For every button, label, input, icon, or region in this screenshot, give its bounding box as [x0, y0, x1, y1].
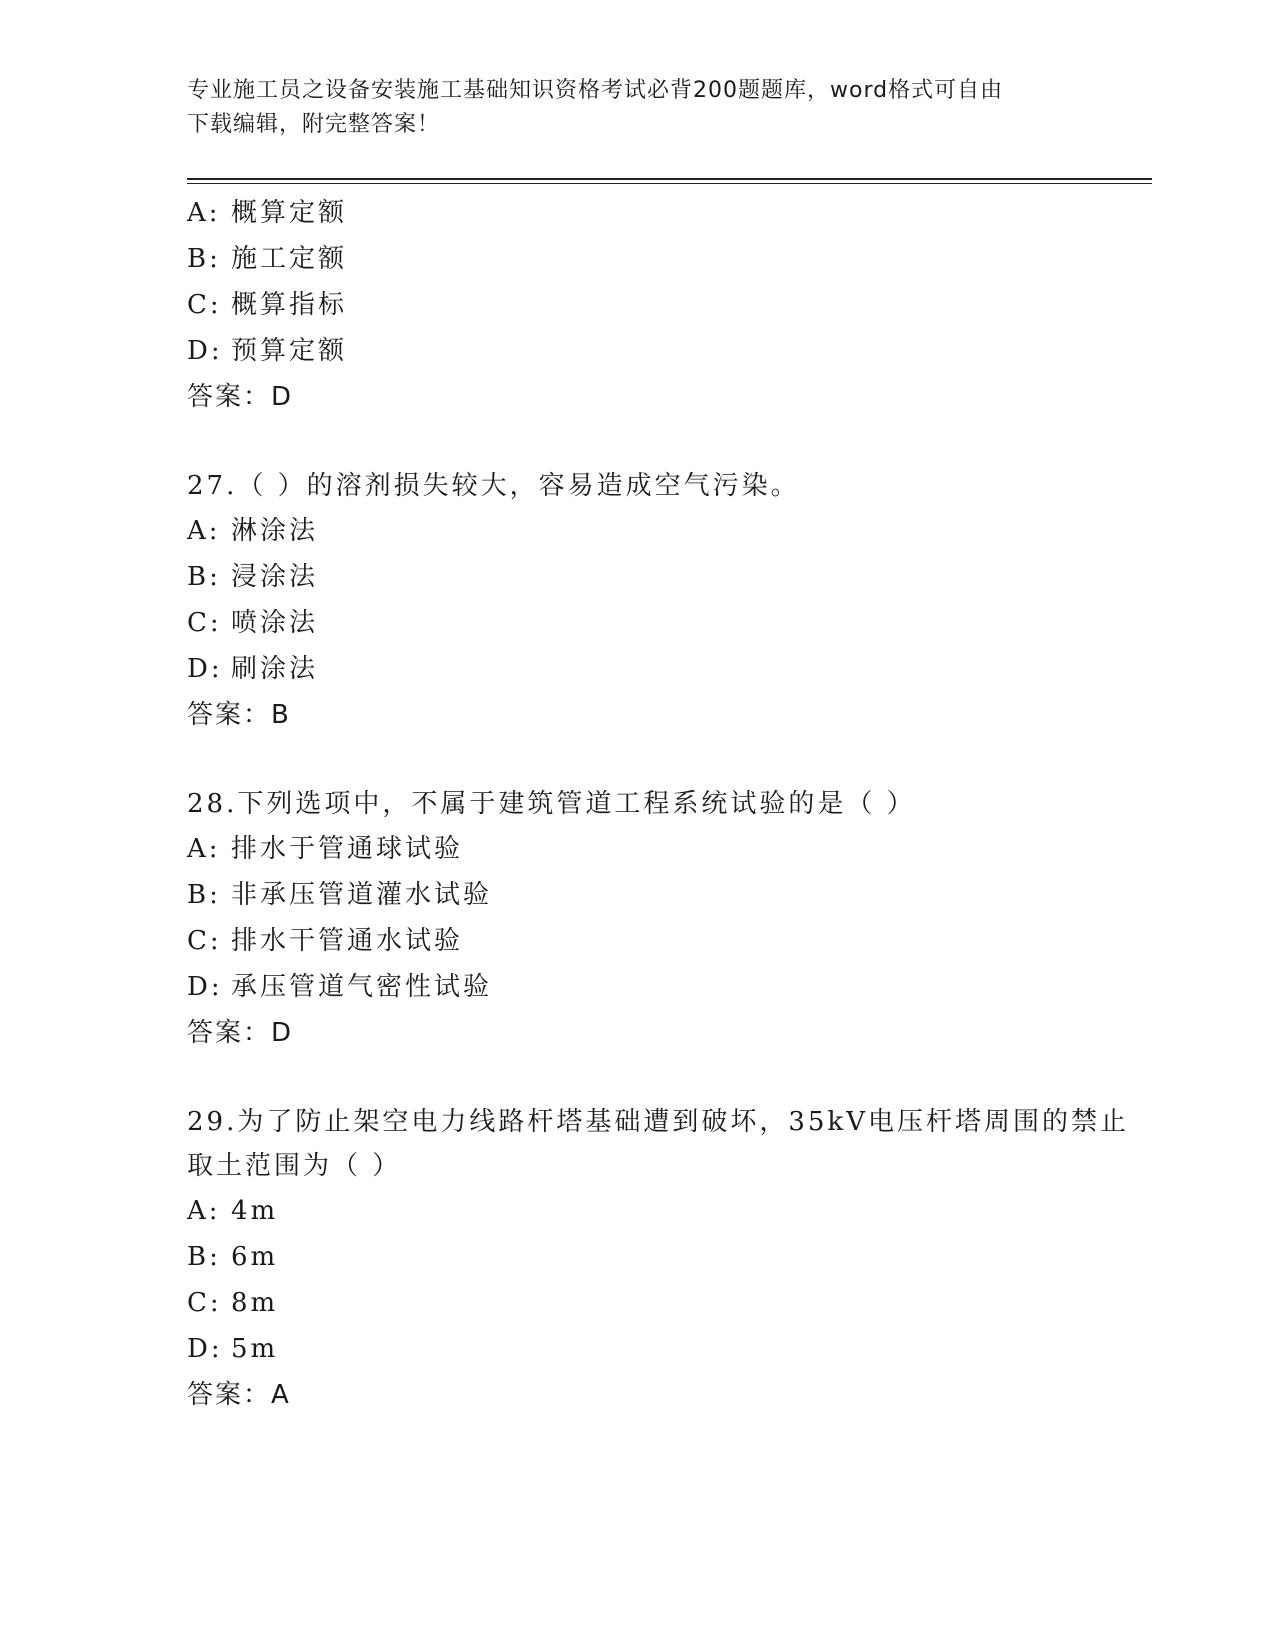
option-b	[187, 554, 1152, 600]
option-text: 浸涂法	[231, 562, 319, 592]
option-letter: C:	[187, 926, 222, 956]
option-text: 4m	[231, 1196, 279, 1226]
option-text: 施工定额	[231, 244, 348, 274]
option-text: 8m	[231, 1288, 279, 1318]
option-d	[187, 328, 1152, 374]
option-text: 承压管道气密性试验	[231, 972, 493, 1002]
option-text: 排水干管通水试验	[231, 926, 464, 956]
option-c	[187, 282, 1152, 328]
header-divider-thin	[187, 183, 1152, 184]
option-letter: C:	[187, 1288, 222, 1318]
answer-line: 答案：B	[187, 700, 291, 730]
option-c	[187, 918, 1152, 964]
option-text: 排水于管通球试验	[231, 834, 464, 864]
question-26	[187, 190, 1152, 420]
header-line-2: 下载编辑，附完整答案！	[187, 112, 441, 137]
option-text: 非承压管道灌水试验	[231, 880, 493, 910]
option-letter: B:	[187, 880, 221, 910]
option-c	[187, 1280, 1152, 1326]
option-text: 淋涂法	[231, 516, 319, 546]
option-text: 刷涂法	[231, 654, 319, 684]
answer-line: 答案：A	[187, 1380, 291, 1410]
option-letter: B:	[187, 562, 221, 592]
answer-line: 答案：D	[187, 382, 294, 412]
option-text: 概算指标	[231, 290, 348, 320]
option-letter: A:	[187, 834, 221, 864]
option-text: 喷涂法	[231, 608, 319, 638]
option-a	[187, 1188, 1152, 1234]
option-letter: A:	[187, 1196, 221, 1226]
header-line-1: 专业施工员之设备安装施工基础知识资格考试必背200题题库，word格式可自由	[187, 78, 1004, 103]
option-text: 6m	[231, 1242, 279, 1272]
document-header	[187, 74, 1087, 142]
option-letter: C:	[187, 608, 222, 638]
option-a	[187, 190, 1152, 236]
answer-line: 答案：D	[187, 1018, 294, 1048]
question-29	[187, 1100, 1152, 1418]
question-28	[187, 782, 1152, 1056]
question-27	[187, 464, 1152, 738]
option-letter: A:	[187, 516, 221, 546]
header-divider-thick	[187, 178, 1152, 180]
option-b	[187, 236, 1152, 282]
option-letter: C:	[187, 290, 222, 320]
option-text: 预算定额	[231, 336, 348, 366]
option-text: 5m	[231, 1334, 279, 1364]
question-list	[187, 190, 1152, 1418]
option-letter: B:	[187, 1242, 221, 1272]
question-stem: 27.（ ）的溶剂损失较大，容易造成空气污染。	[187, 471, 800, 501]
option-letter: D:	[187, 1334, 223, 1364]
option-d	[187, 964, 1152, 1010]
option-a	[187, 826, 1152, 872]
option-a	[187, 508, 1152, 554]
option-text: 概算定额	[231, 198, 348, 228]
option-letter: D:	[187, 336, 223, 366]
option-d	[187, 1326, 1152, 1372]
option-c	[187, 600, 1152, 646]
option-letter: B:	[187, 244, 221, 274]
question-stem: 29.为了防止架空电力线路杆塔基础遭到破坏，35kV电压杆塔周围的禁止取土范围为（ ）	[187, 1107, 1129, 1181]
option-letter: A:	[187, 198, 221, 228]
question-stem: 28.下列选项中，不属于建筑管道工程系统试验的是（ ）	[187, 789, 916, 819]
option-d	[187, 646, 1152, 692]
option-letter: D:	[187, 972, 223, 1002]
option-letter: D:	[187, 654, 223, 684]
option-b	[187, 1234, 1152, 1280]
option-b	[187, 872, 1152, 918]
